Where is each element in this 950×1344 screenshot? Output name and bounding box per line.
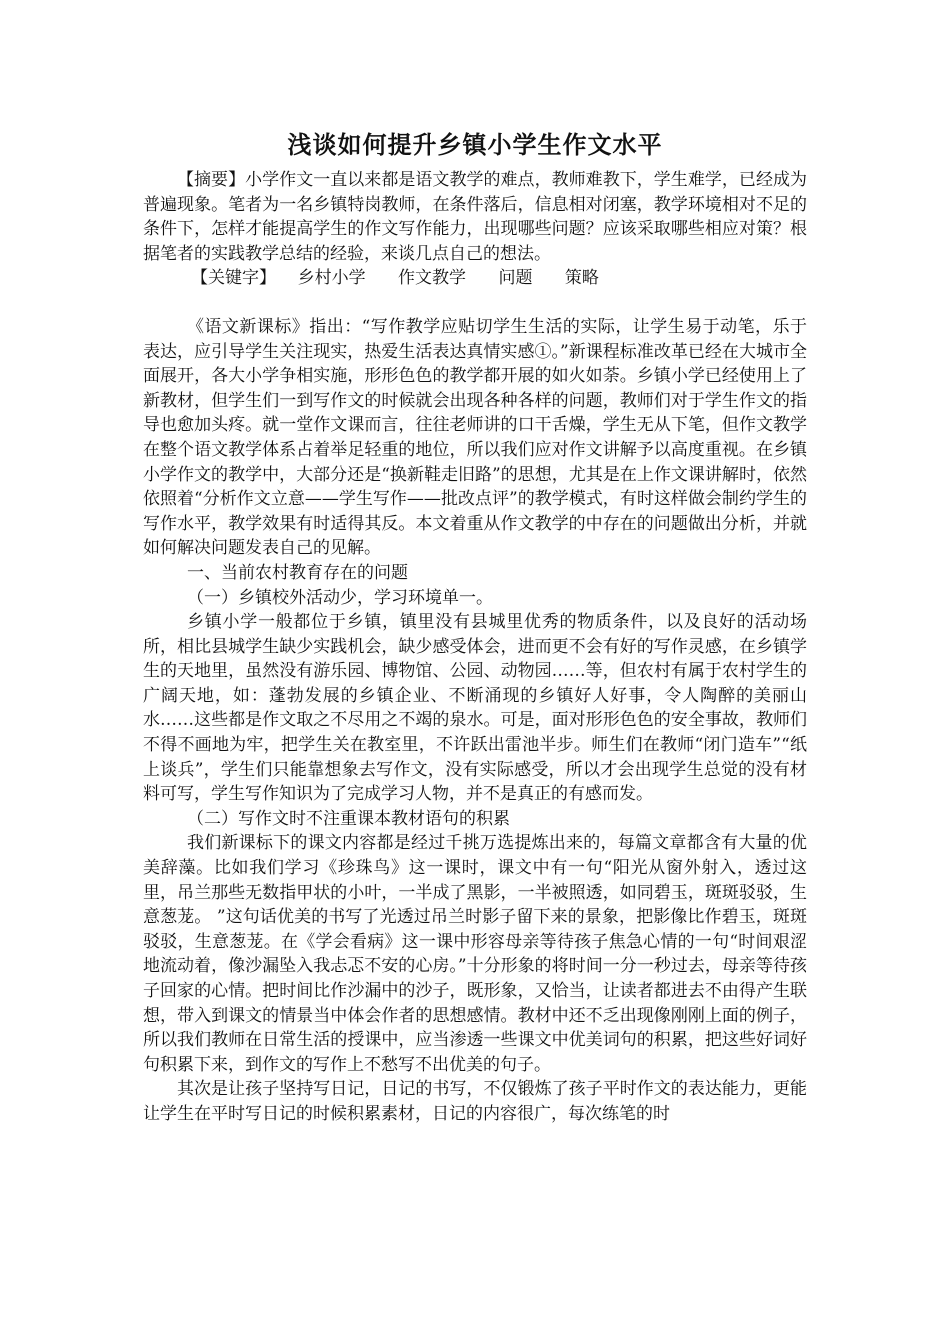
- document-title: 浅谈如何提升乡镇小学生作文水平: [287, 131, 663, 159]
- section-heading: 一、当前农村教育存在的问题: [187, 562, 408, 583]
- document-body: [143, 128, 807, 1127]
- body-paragraph: 其次是让孩子坚持写日记，日记的书写，不仅锻炼了孩子平时作文的表达能力，更能让学生在平时写日记的时候积累素材，日记的内容很广，每次练笔的时: [143, 1079, 807, 1124]
- abstract-paragraph: 【摘要】小学作文一直以来都是语文教学的难点，教师难教下，学生难学，已经成为普遍现象。笔者为一名乡镇特岗教师，在条件落后，信息相对闭塞，教学环境相对不足的条件下，怎样才能提高学生的作文写作能力，出现哪些问题？应该采取哪些相应对策？根据笔者的实践教学总结的经验，来谈几点自己的想法。: [143, 170, 807, 264]
- keywords-line: 【关键字】 乡村小学 作文教学 问题 策略: [191, 268, 599, 289]
- subsection-heading: （二）写作文时不注重课本教材语句的积累: [187, 808, 510, 829]
- intro-paragraph: 《语文新课标》指出：“写作教学应贴切学生生活的实际，让学生易于动笔，乐于表达，应引导学生关注现实，热爱生活表达真情实感①。”新课程标准改革已经在大城市全面展开，各大小学争相实施，形形色色的教学都开展的如火如荼。乡镇小学已经使用上了新教材，但学生们一到写作文的时候就会出现各种各样的问题，教师们对于学生作文的指导也愈加头疼。就一堂作文课而言，往往老师讲的口干舌燥，学生无从下笔，但作文教学在整个语文教学体系占着举足轻重的地位，所以我们应对作文讲解予以高度重视。在乡镇小学作文的教学中，大部分还是“换新鞋走旧路”的思想，尤其是在上作文课讲解时，依然依照着“分析作文立意——学生写作——批改点评”的教学模式，有时这样做会制约学生的写作水平，教学效果有时适得其反。本文着重从作文教学的中存在的问题做出分析，并就如何解决问题发表自己的见解。: [143, 316, 807, 559]
- body-paragraph: 我们新课标下的课文内容都是经过千挑万选提炼出来的，每篇文章都含有大量的优美辞藻。比如我们学习《珍珠鸟》这一课时，课文中有一句“阳光从窗外射入，透过这里，吊兰那些无数指甲状的小叶，一半成了黑影，一半被照透，如同碧玉，斑斑驳驳，生意葱茏。 ”这句话优美的书写了光透过吊兰时影子留下来的景象，把影像比作碧玉，斑斑驳驳，生意葱茏。在《学会看病》这一课中形容母亲等待孩子焦急心情的一句“时间艰涩地流动着，像沙漏坠入我忐忑不安的心房。”十分形象的将时间一分一秒过去，母亲等待孩子回家的心情。把时间比作沙漏中的沙子，既形象，又恰当，让读者都进去不由得产生联想，带入到课文的情景当中体会作者的思想感情。教材中还不乏出现像刚刚上面的例子，所以我们教师在日常生活的授课中，应当渗透一些课文中优美词句的积累，把这些好词好句积累下来，到作文的写作上不愁写不出优美的句子。: [143, 833, 807, 1075]
- body-paragraph: 乡镇小学一般都位于乡镇，镇里没有县城里优秀的物质条件，以及良好的活动场所，相比县城学生缺少实践机会，缺少感受体会，进而更不会有好的写作灵感，在乡镇学生的天地里，虽然没有游乐园、博物馆、公园、动物园……等，但农村有属于农村学生的广阔天地，如：蓬勃发展的乡镇企业、不断涌现的乡镇好人好事，令人陶醉的美丽山水……这些都是作文取之不尽用之不竭的泉水。可是，面对形形色色的安全事故，教师们不得不画地为牢，把学生关在教室里，不许跃出雷池半步。师生们在教师“闭门造车”“纸上谈兵”，学生们只能靠想象去写作文，没有实际感受，所以才会出现学生总觉的没有材料可写，学生写作知识为了完成学习人物，并不是真正的有感而发。: [143, 612, 807, 805]
- subsection-heading: （一）乡镇校外活动少，学习环境单一。: [187, 587, 493, 608]
